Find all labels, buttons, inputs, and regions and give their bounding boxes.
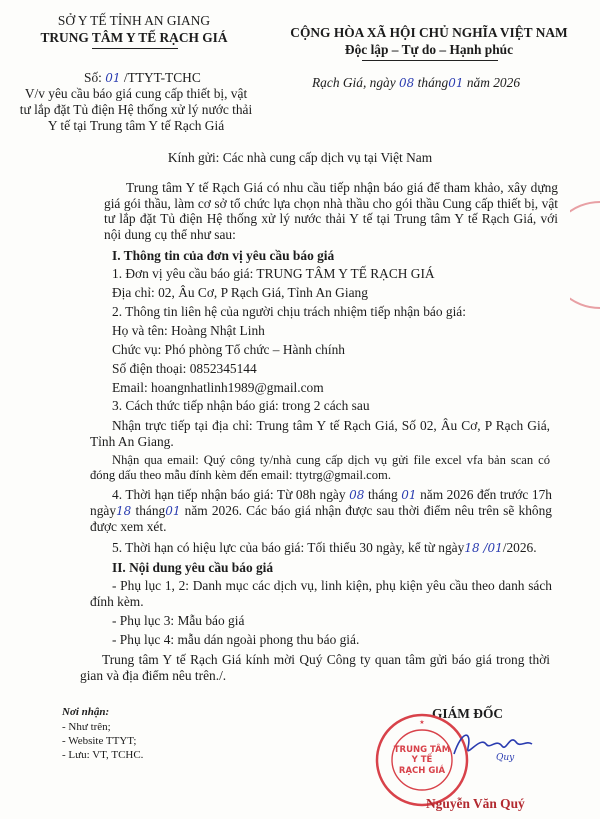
address-line: Địa chỉ: 02, Âu Cơ, P Rạch Giá, Tỉnh An Giang bbox=[112, 285, 368, 300]
direct-receipt: Nhận trực tiếp tại địa chỉ: Trung tâm Y tế Rạch Giá, Số 02, Âu Cơ, P Rạch Giá, Tỉnh An Giang. bbox=[90, 418, 550, 449]
deadline-paragraph: 4. Thời hạn tiếp nhận báo giá: Từ 08h ngày 08 tháng 01 năm 2026 đến trước 17h ngày18 tháng01 năm 2026. Các báo giá nhận được sau thời điểm nêu trên sẽ không được xem xét. bbox=[90, 487, 552, 534]
ministry-name: SỞ Y TẾ TỈNH AN GIANG bbox=[57, 13, 211, 28]
section2-title: II. Nội dung yêu cầu báo giá bbox=[112, 560, 274, 575]
stamp-text-3: RẠCH GIÁ bbox=[398, 766, 446, 776]
number-handwritten: 01 bbox=[105, 71, 121, 85]
director-title: GIÁM ĐỐC bbox=[432, 706, 504, 721]
document-number: Số: 01 /TTYT-TCHC bbox=[84, 70, 201, 85]
center-name: TRUNG TÂM Y TẾ RẠCH GIÁ bbox=[40, 30, 228, 45]
director-name: Nguyễn Văn Quý bbox=[426, 796, 525, 811]
recipient-item: - Website TTYT; bbox=[62, 735, 137, 747]
greeting: Kính gửi: Các nhà cung cấp dịch vụ tại Việt Nam bbox=[167, 150, 433, 165]
header-right-underline bbox=[362, 60, 498, 61]
stamp-text-2: Y TẾ bbox=[411, 755, 433, 765]
signature-stroke bbox=[454, 735, 532, 754]
subject: V/v yêu cầu báo giá cung cấp thiết bị, vật tư lắp đặt Tủ điện Hệ thống xử lý nước thải Y tế tại Trung tâm Y tế Rạch Giá bbox=[19, 86, 253, 133]
closing-paragraph: Trung tâm Y tế Rạch Giá kính mời Quý Công ty quan tâm gửi báo giá trong thời gian và địa điểm nêu trên./. bbox=[80, 652, 550, 683]
country-name: CỘNG HÒA XÃ HỘI CHỦ NGHĨA VIỆT NAM bbox=[290, 25, 568, 40]
section1-title: I. Thông tin của đơn vị yêu cầu báo giá bbox=[112, 248, 335, 263]
method-line: 3. Cách thức tiếp nhận báo giá: trong 2 cách sau bbox=[112, 398, 370, 413]
header-left-underline bbox=[92, 48, 178, 49]
unit-line: 1. Đơn vị yêu cầu báo giá: TRUNG TÂM Y TẾ RẠCH GIÁ bbox=[112, 266, 435, 281]
contact-phone: Số điện thoại: 0852345144 bbox=[112, 361, 257, 376]
stamp-text-1: TRUNG TÂM bbox=[393, 745, 451, 755]
recipient-item: - Lưu: VT, TCHC. bbox=[62, 749, 144, 761]
appendix-3: - Phụ lục 3: Mẫu báo giá bbox=[112, 613, 245, 628]
contact-position: Chức vụ: Phó phòng Tổ chức – Hành chính bbox=[112, 342, 345, 357]
recipients-title: Nơi nhận: bbox=[62, 706, 110, 718]
appendix-1-2: - Phụ lục 1, 2: Danh mục các dịch vụ, linh kiện, phụ kiện yêu cầu theo danh sách đính kèm. bbox=[90, 578, 552, 609]
edge-stamp-fragment bbox=[570, 200, 600, 310]
edge-stamp-arc bbox=[570, 202, 600, 308]
recipient-item: - Như trên; bbox=[62, 721, 111, 733]
handwritten-signature bbox=[450, 724, 536, 764]
contact-title: 2. Thông tin liên hệ của người chịu trách nhiệm tiếp nhận báo giá: bbox=[112, 304, 466, 319]
contact-name: Họ và tên: Hoàng Nhật Linh bbox=[112, 323, 265, 338]
validity-line: 5. Thời hạn có hiệu lực của báo giá: Tối thiểu 30 ngày, kể từ ngày18 /01/2026. bbox=[112, 540, 537, 555]
appendix-4: - Phụ lục 4: mẫu dán ngoài phong thu báo giá. bbox=[112, 632, 360, 647]
contact-email: Email: hoangnhatlinh1989@gmail.com bbox=[112, 380, 324, 395]
email-receipt: Nhận qua email: Quý công ty/nhà cung cấp dịch vụ gửi file excel vfa bản scan có đóng dấu theo mẫu đính kèm đến email: ttytrg@gmail.com. bbox=[90, 453, 550, 482]
stamp-star: ★ bbox=[419, 720, 425, 726]
intro-paragraph: Trung tâm Y tế Rạch Giá có nhu cầu tiếp nhận báo giá để tham khảo, xây dựng giá gói thầu, làm cơ sở tổ chức lựa chọn nhà thầu cho gói thầu Cung cấp thiết bị, vật tư lắp đặt Tủ điện Hệ thống xử lý nước thải Y tế tại Trung tâm Y tế Rạch Giá, với nội dung cụ thể như sau: bbox=[104, 180, 558, 242]
motto: Độc lập – Tự do – Hạnh phúc bbox=[344, 42, 514, 57]
date-line: Rạch Giá, ngày 08 tháng01 năm 2026 bbox=[312, 75, 521, 90]
signature-text: Quy bbox=[496, 753, 515, 763]
